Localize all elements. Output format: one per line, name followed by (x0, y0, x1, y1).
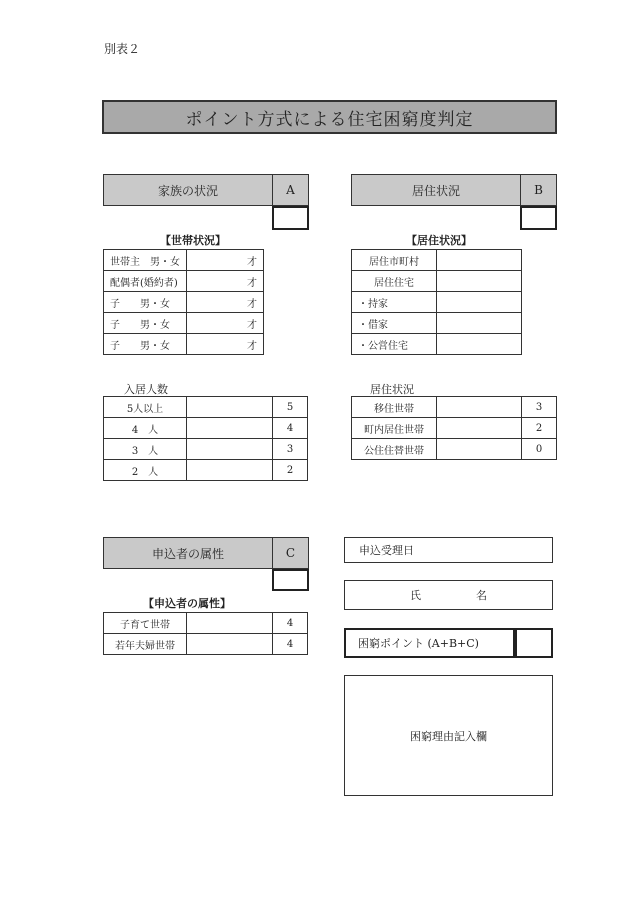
hardship-reason-label: 困窮理由記入欄 (410, 729, 487, 743)
age-cell[interactable]: 才 (187, 271, 264, 292)
blank-cell[interactable] (437, 418, 522, 439)
points-cell: 5 (273, 397, 308, 418)
receipt-date-field[interactable] (344, 537, 553, 563)
blank-cell[interactable] (437, 313, 522, 334)
residence-score-box[interactable] (520, 206, 557, 230)
age-cell[interactable]: 才 (187, 250, 264, 271)
table-row (352, 397, 557, 418)
table-row (352, 418, 557, 439)
table-row (352, 292, 522, 313)
residence-status-title: 居住状況 (370, 383, 414, 396)
blank-cell[interactable] (437, 271, 522, 292)
row-label: 公住住替世帯 (352, 439, 437, 460)
applicant-header (103, 537, 273, 569)
page-title: ポイント方式による住宅困窮度判定 (185, 109, 474, 130)
residence-letter-cell (520, 174, 557, 206)
name-field[interactable] (344, 580, 553, 610)
row-label: 子 男・女 (104, 313, 187, 334)
occupant-count-table (103, 396, 308, 481)
residence-table (351, 249, 522, 355)
row-label: 配偶者(婚約者) (104, 271, 187, 292)
table-row (104, 313, 264, 334)
applicant-letter-cell (272, 537, 309, 569)
age-cell[interactable]: 才 (187, 313, 264, 334)
row-label: ・公営住宅 (352, 334, 437, 355)
row-label: ・持家 (352, 292, 437, 313)
age-cell[interactable]: 才 (187, 292, 264, 313)
family-letter: A (286, 183, 295, 197)
table-row (104, 334, 264, 355)
points-cell: 2 (522, 418, 557, 439)
table-row (104, 292, 264, 313)
row-label: 世帯主 男・女 (104, 250, 187, 271)
table-row (352, 271, 522, 292)
row-label: 子育て世帯 (104, 613, 187, 634)
points-cell: 4 (273, 634, 308, 655)
table-row (104, 250, 264, 271)
blank-cell[interactable] (187, 439, 273, 460)
name-label: 氏 名 (410, 589, 487, 602)
age-cell[interactable]: 才 (187, 334, 264, 355)
row-label: 4 人 (104, 418, 187, 439)
row-label: 2 人 (104, 460, 187, 481)
table-row (104, 271, 264, 292)
applicant-header-label: 申込者の属性 (151, 546, 224, 561)
hardship-points-label: 困窮ポイント (A+B+C) (358, 637, 479, 650)
row-label: 5人以上 (104, 397, 187, 418)
table-row (352, 334, 522, 355)
table-row (104, 634, 308, 655)
residence-status-table (351, 396, 557, 460)
table-row (352, 250, 522, 271)
family-letter-cell (272, 174, 309, 206)
blank-cell[interactable] (437, 334, 522, 355)
residence-header-label: 居住状況 (411, 183, 460, 198)
points-cell: 3 (522, 397, 557, 418)
points-cell: 4 (273, 613, 308, 634)
applicant-table (103, 612, 308, 655)
occupant-count-title: 入居人数 (124, 383, 168, 396)
table-row (104, 613, 308, 634)
row-label: 居住住宅 (352, 271, 437, 292)
table-row (104, 418, 308, 439)
blank-cell[interactable] (437, 250, 522, 271)
applicant-score-box[interactable] (272, 569, 309, 591)
blank-cell[interactable] (437, 397, 522, 418)
points-cell: 3 (273, 439, 308, 460)
blank-cell[interactable] (187, 460, 273, 481)
points-cell: 2 (273, 460, 308, 481)
blank-cell[interactable] (187, 634, 273, 655)
residence-header (351, 174, 521, 206)
row-label: 子 男・女 (104, 292, 187, 313)
blank-cell[interactable] (187, 418, 273, 439)
hardship-points-box[interactable] (515, 628, 553, 658)
points-cell: 4 (273, 418, 308, 439)
residence-subtitle: 【居住状況】 (406, 234, 472, 247)
family-header-label: 家族の状況 (157, 183, 218, 198)
table-row (352, 439, 557, 460)
household-table (103, 249, 264, 355)
family-subtitle: 【世帯状況】 (160, 234, 226, 247)
table-row (104, 397, 308, 418)
blank-cell[interactable] (187, 613, 273, 634)
row-label: 移住世帯 (352, 397, 437, 418)
receipt-date-label: 申込受理日 (359, 544, 414, 557)
applicant-letter: C (285, 546, 296, 560)
family-score-box[interactable] (272, 206, 309, 230)
table-row (352, 313, 522, 334)
points-cell: 0 (522, 439, 557, 460)
row-label: 3 人 (104, 439, 187, 460)
table-row (104, 439, 308, 460)
residence-letter: B (534, 183, 543, 197)
family-header (103, 174, 273, 206)
applicant-subtitle: 【申込者の属性】 (143, 597, 231, 610)
page-title-bar (102, 100, 557, 134)
row-label: ・借家 (352, 313, 437, 334)
blank-cell[interactable] (437, 292, 522, 313)
row-label: 町内居住世帯 (352, 418, 437, 439)
blank-cell[interactable] (437, 439, 522, 460)
row-label: 子 男・女 (104, 334, 187, 355)
hardship-points-field (344, 628, 515, 658)
hardship-reason-field[interactable] (344, 675, 553, 796)
row-label: 若年夫婦世帯 (104, 634, 187, 655)
row-label: 居住市町村 (352, 250, 437, 271)
table-row (104, 460, 308, 481)
doc-label: 別表２ (104, 42, 141, 56)
blank-cell[interactable] (187, 397, 273, 418)
